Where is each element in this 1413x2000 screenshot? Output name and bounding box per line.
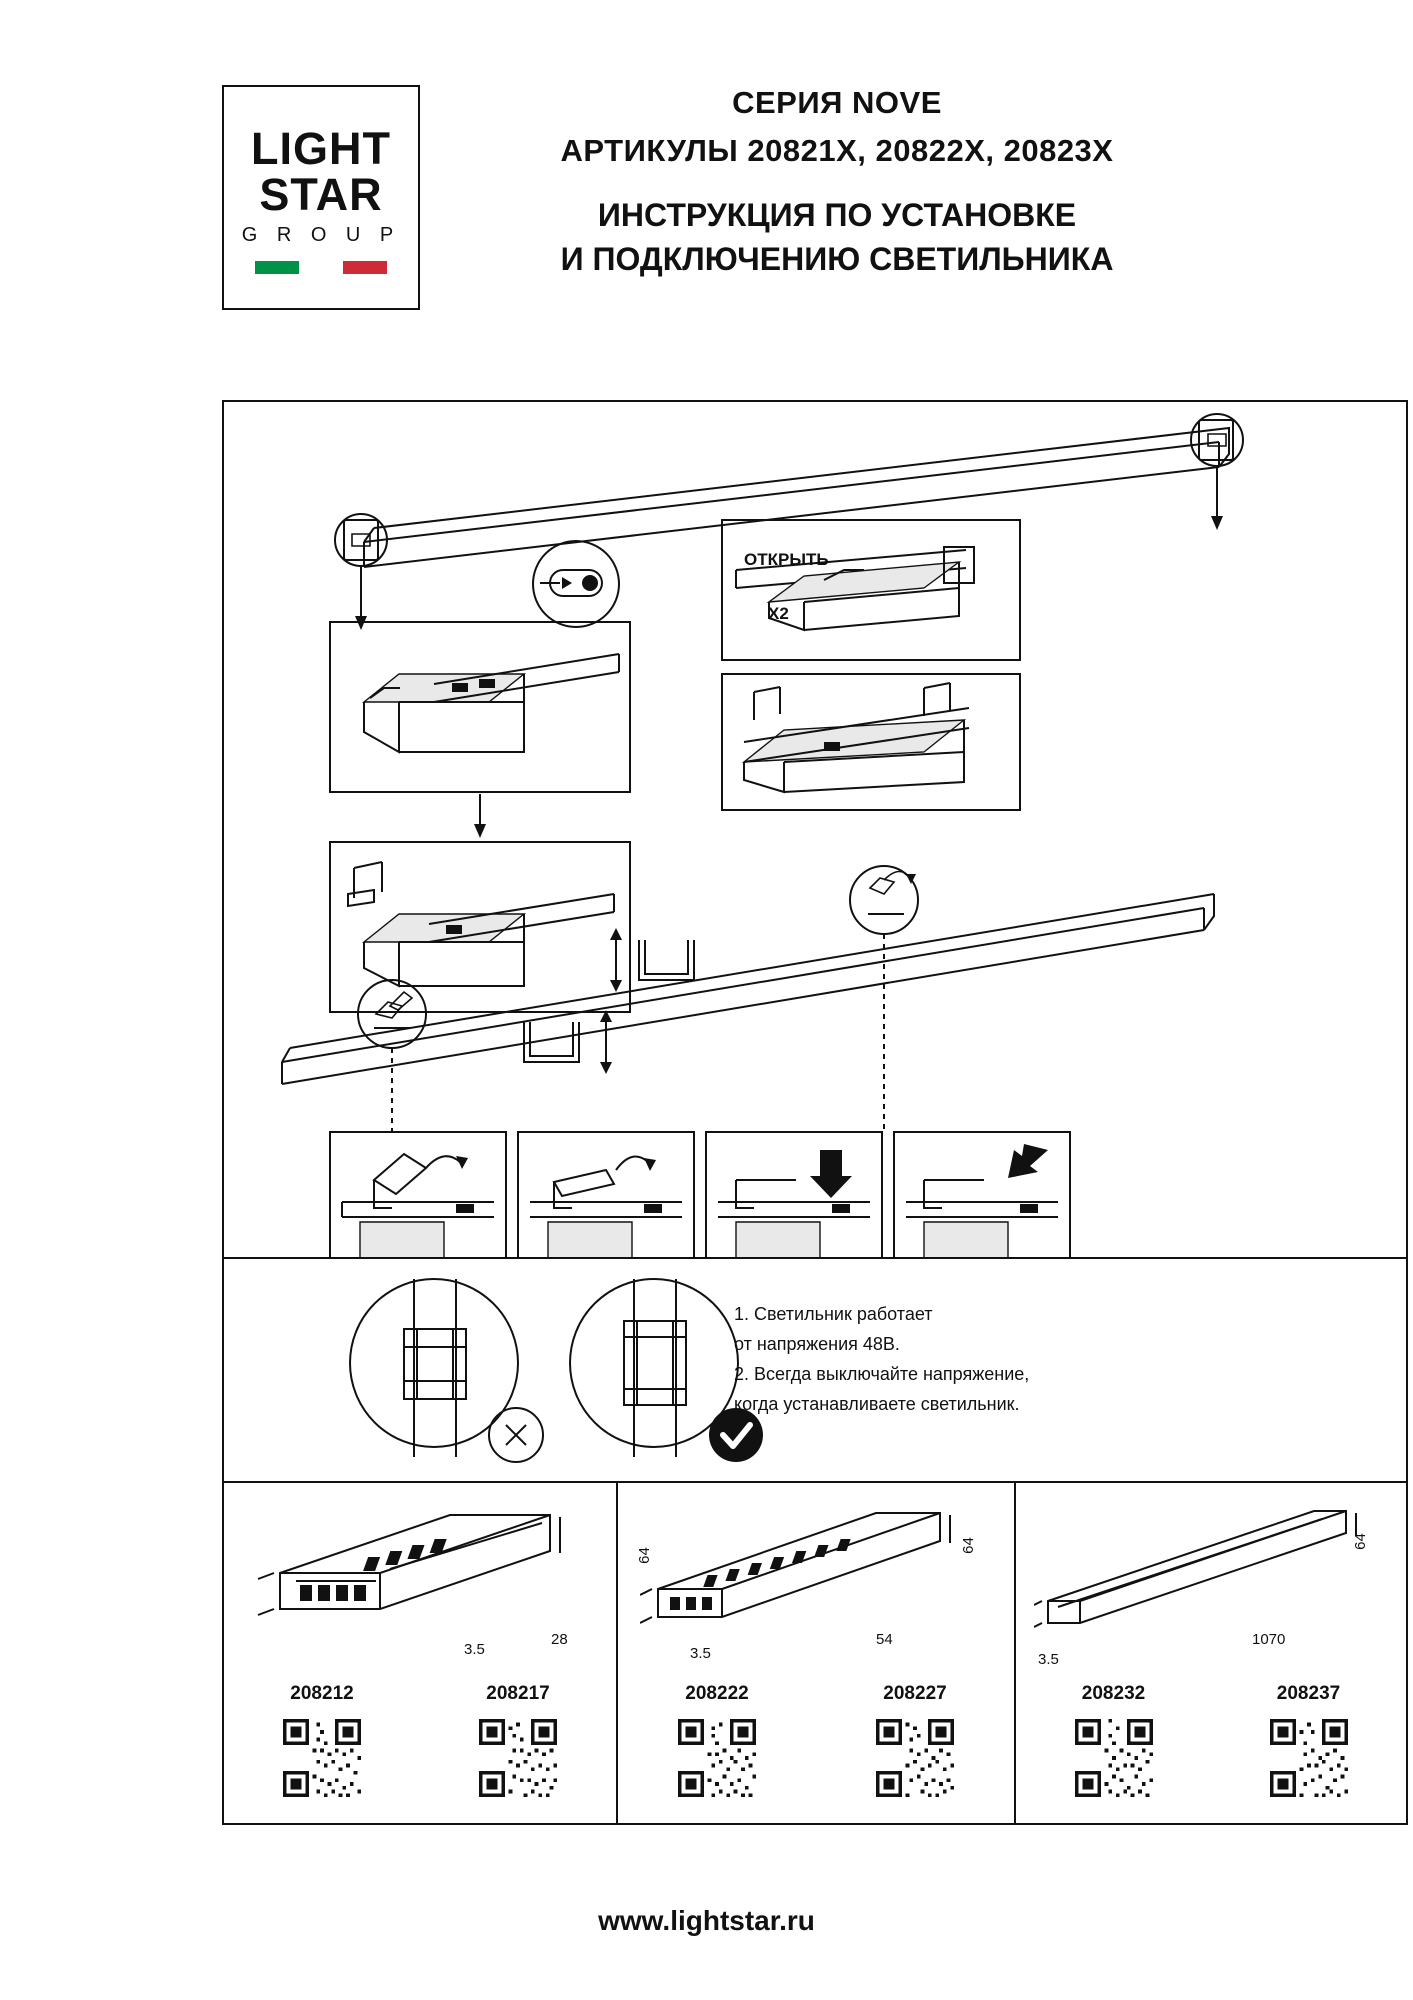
warning-section: [224, 1259, 1406, 1481]
product-2: [618, 1483, 1014, 1825]
product-3-qr-1: [1075, 1719, 1153, 1797]
open-count-label: X2: [768, 604, 789, 623]
installation-illustration: [224, 402, 1406, 1257]
notes-block: [734, 1299, 1154, 1419]
product-2-qr-2: [876, 1719, 954, 1797]
product-3-code-2: 208237: [1276, 1683, 1341, 1704]
product-2-code-1: 208222: [685, 1683, 749, 1704]
italy-flag-icon: [255, 261, 387, 274]
logo-line-3: G R O U P: [241, 223, 401, 246]
instruction-title-line-1: ИНСТРУКЦИЯ ПО УСТАНОВКЕ: [597, 197, 1077, 233]
diagram-frame: [222, 400, 1408, 1825]
product-3-code-1: 208232: [1081, 1683, 1146, 1704]
product-1-drawing: [250, 1497, 590, 1647]
product-1-length-dim: 28: [551, 1631, 568, 1648]
product-2-qr-1: [678, 1719, 756, 1797]
product-3-drawing: [1034, 1497, 1374, 1647]
note-line-2: от напряжения 48В.: [734, 1334, 900, 1354]
open-label: ОТКРЫТЬ: [744, 550, 829, 569]
footer-url[interactable]: www.lightstar.ru: [598, 1905, 815, 1936]
products-section: [224, 1483, 1406, 1825]
product-2-code-2: 208227: [883, 1683, 947, 1704]
product-2-drawing: [640, 1497, 980, 1647]
product-1: [224, 1483, 653, 1825]
header: [222, 85, 1202, 325]
product-1-depth-dim: 3.5: [464, 1641, 485, 1658]
instruction-title-line-2: И ПОДКЛЮЧЕНИЮ СВЕТИЛЬНИКА: [560, 241, 1114, 277]
product-1-code-1: 208212: [290, 1683, 354, 1704]
product-3-height-dim: 64: [1351, 1533, 1369, 1550]
series-label: СЕРИЯ NOVE: [732, 85, 942, 120]
product-3-length-dim: 1070: [1252, 1631, 1286, 1648]
note-line-4: когда устанавливаете светильник.: [734, 1394, 1020, 1414]
product-2-length-dim: 54: [876, 1631, 893, 1648]
product-1-code-2: 208217: [486, 1683, 550, 1704]
warning-illustration: [284, 1267, 804, 1489]
product-3-depth-dim: 3.5: [1038, 1651, 1059, 1668]
product-1-height-dim: 64: [635, 1547, 653, 1564]
installation-steps-section: [224, 402, 1406, 1257]
product-2-height-dim: 64: [959, 1537, 977, 1554]
note-line-3: 2. Всегда выключайте напряжение,: [734, 1364, 1030, 1384]
product-2-depth-dim: 3.5: [690, 1645, 711, 1662]
product-3-qr-2: [1270, 1719, 1348, 1797]
articles-label: АРТИКУЛЫ 20821X, 20822X, 20823X: [560, 133, 1114, 168]
logo-line-2: STAR: [259, 168, 383, 220]
title-block: [472, 85, 1202, 279]
product-3: [1016, 1483, 1406, 1825]
product-1-qr-1: [283, 1719, 361, 1797]
brand-logo: [222, 85, 420, 310]
product-1-qr-2: [479, 1719, 557, 1797]
note-line-1: 1. Светильник работает: [734, 1304, 933, 1324]
logo-line-1: LIGHT: [251, 122, 391, 174]
